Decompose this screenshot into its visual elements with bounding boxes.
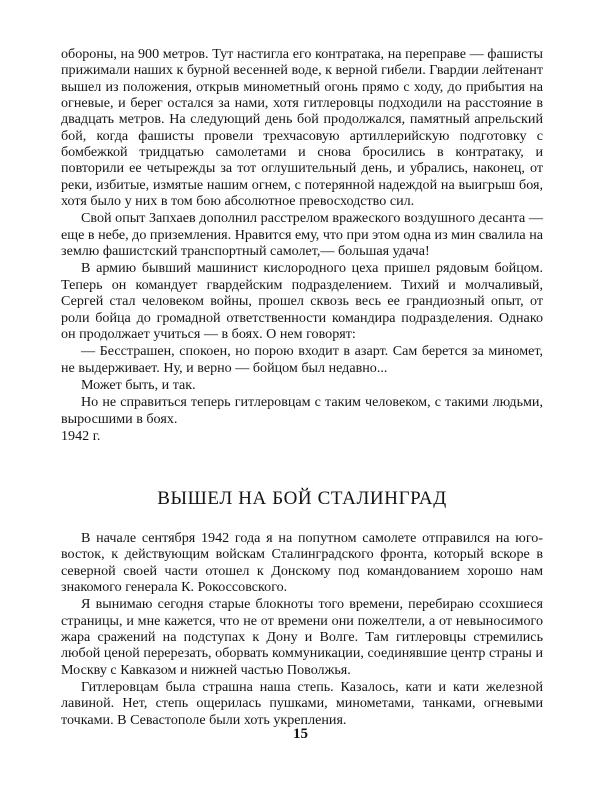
paragraph: Свой опыт Запхаев дополнил расстрелом вражеского воздушного десанта — еще в небе, до приземления. Нравится ему, что при этом одна из мин свалила на землю фашистский транспортный самолет,— большая удача! [61,210,543,260]
paragraph: Гитлеровцам была страшна наша степь. Казалось, кати и кати железной лавиной. Нет, степь ощерилась пушками, минометами, танками, огневыми точками. В Севастополе были хоть укрепления. [61,679,543,728]
text-block-top [61,46,543,444]
paragraph: В начале сентября 1942 года я на попутном самолете отправился на юго-восток, к действующим войскам Сталинградского фронта, который вскоре в северной своей части отошел к Донскому под командованием хорошо нам знакомого генерала К. Рокоссовского. [61,530,543,596]
chapter-title: ВЫШЕЛ НА БОЙ СТАЛИНГРАД [157,488,447,509]
paragraph: Я вынимаю сегодня старые блокноты того времени, перебираю ссохшиеся страницы, и мне кажется, что не от времени они пожелтели, а от невыносимого жара сражений на подступах к Дону и Волге. Там гитлеровцы стремились любой ценой перерезать, оборвать коммуникации, соединявшие центр страны и Москву с Кавказом и нижней частью Поволжья. [61,596,543,678]
page-number: 15 [293,726,308,742]
date-line: 1942 г. [61,427,101,444]
text-block-bottom [61,530,543,728]
paragraph: Но не справиться теперь гитлеровцам с таким человеком, с такими людьми, выросшими в боях. [61,394,543,427]
paragraph: — Бесстрашен, спокоен, но порою входит в азарт. Сам берется за миномет, не выдерживает. Ну, и верно — бойцом был недавно... [61,343,543,376]
paragraph: В армию бывший машинист кислородного цеха пришел рядовым бойцом. Теперь он командует гвардейским подразделением. Тихий и молчаливый, Сергей стал человеком войны, прошел сквозь весь ее грандиозный опыт, от роли бойца до громадной ответственности командира подразделения. Однако он продолжает учиться — в боях. О нем говорят: [61,260,543,342]
paragraph: обороны, на 900 метров. Тут настигла его контратака, на переправе — фашисты прижимали наших к бурной весенней воде, к верной гибели. Гвардии лейтенант вышел из положения, открыв минометный огонь прямо с ходу, до прибытия на огневые, и берег остался за нами, хотя гитлеровцы подходили на расстояние в двадцать метров. На следующий день бой продолжался, памятный апрельский бой, когда фашисты провели трехчасовую артиллерийскую подготовку с бомбежкой тридцатью самолетами и снова бросились в контратаку, и повторили ее четырежды за тот оглушительный день, и убрались, наконец, от реки, избитые, измятые нашим огнем, с потерянной надеждой на выигрыш боя, хотя было у них в том бою абсолютное превосходство сил. [61,46,543,210]
paragraph: Может быть, и так. [81,376,196,393]
